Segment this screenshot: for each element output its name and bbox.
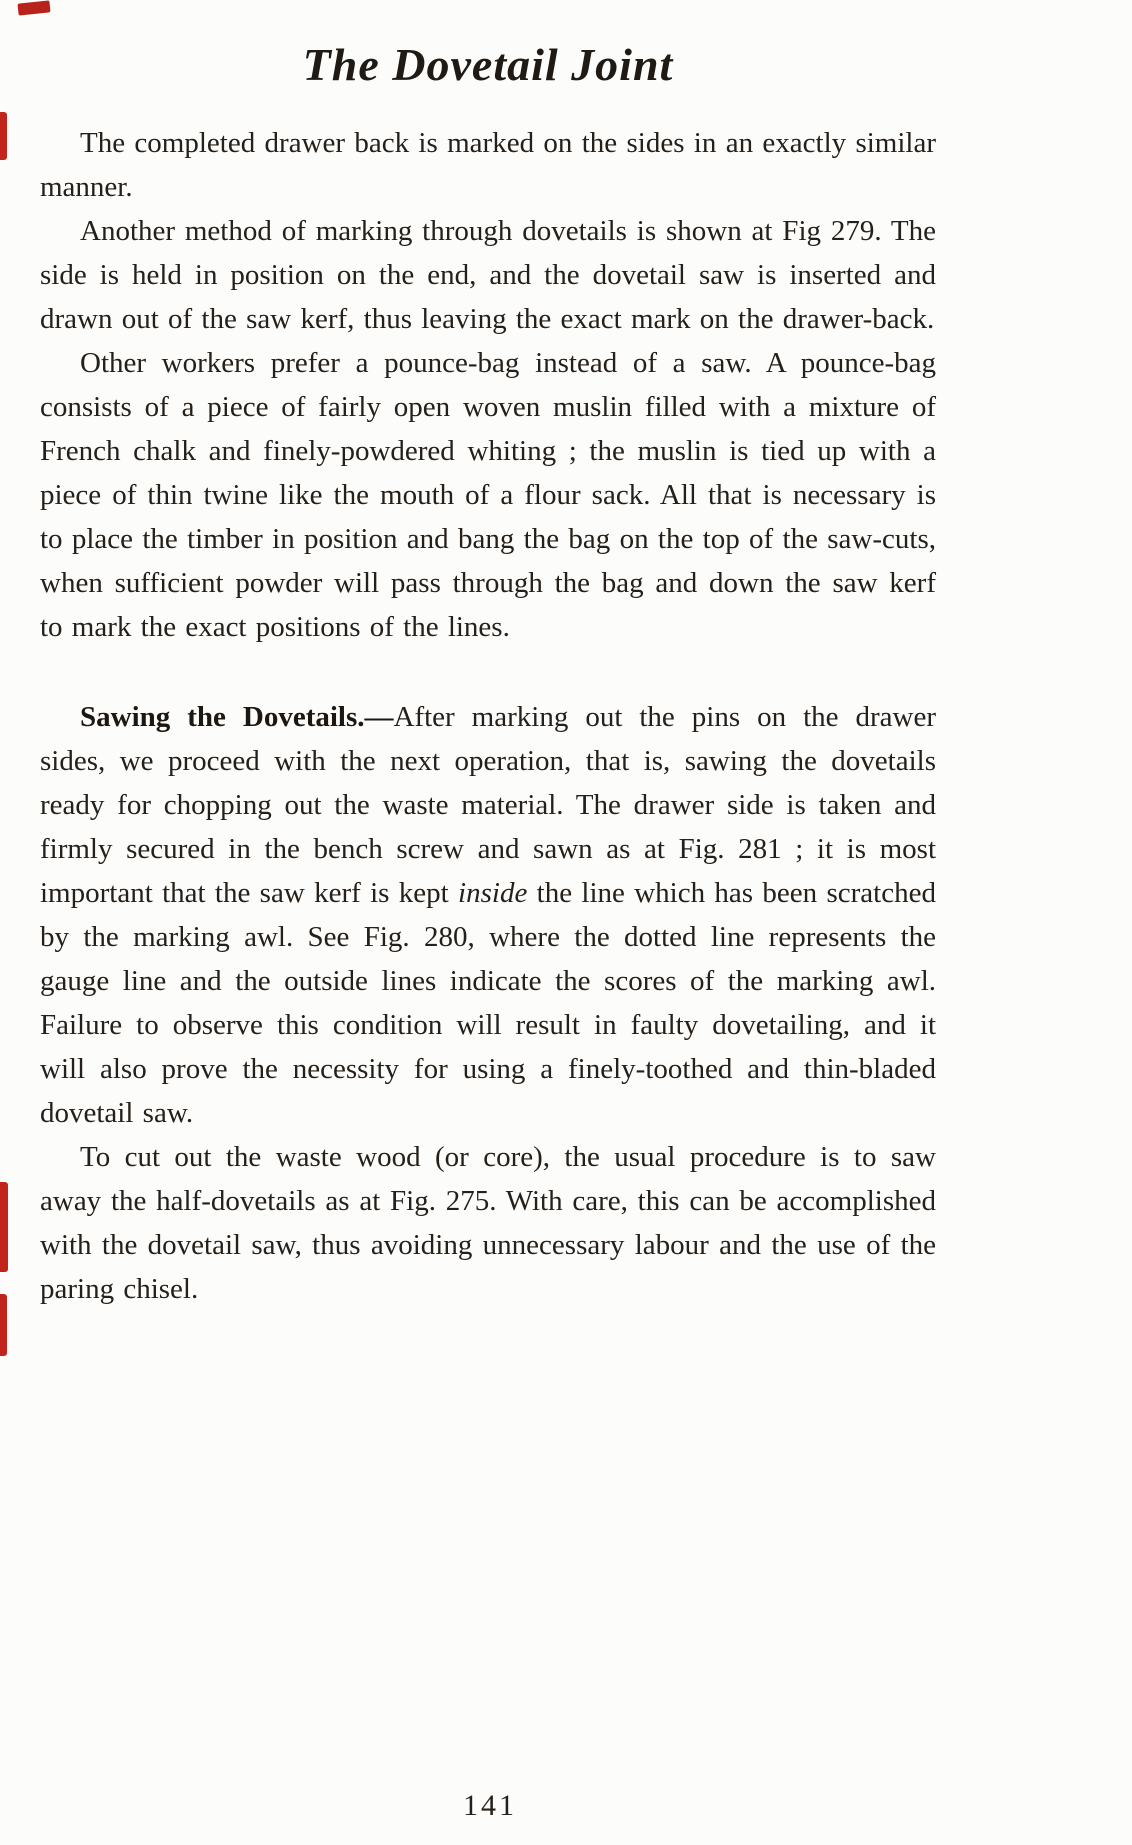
italic-word: inside	[458, 877, 528, 909]
section-heading: Sawing the Dovetails.—	[80, 701, 394, 733]
red-scan-mark	[17, 0, 50, 15]
red-scan-mark	[0, 1294, 7, 1356]
red-scan-mark	[0, 112, 7, 160]
paragraph-drawer-back: The completed drawer back is marked on the sides in an exactly similar manner.	[40, 127, 936, 203]
section-text-before-italic: After marking out the pins on the drawer sides, we proceed with the next operation, that is, sawing the dovetails ready for chopping out the waste material. The drawer side is taken and firmly secured in the bench screw and sawn as at Fig. 281 ; it is most important that the saw kerf is kept	[40, 701, 936, 909]
page-number: 141	[463, 1789, 517, 1822]
red-scan-mark	[0, 1182, 8, 1272]
page-title: The Dovetail Joint	[302, 39, 674, 90]
paragraph-marking-method: Another method of marking through dovetails is shown at Fig 279. The side is held in position on the end, and the dovetail saw is inserted and drawn out of the saw kerf, thus leaving the exact mark on the drawer-back.	[40, 215, 936, 335]
paragraph-waste-wood: To cut out the waste wood (or core), the usual procedure is to saw away the half-dovetails as at Fig. 275. With care, this can be accomplished with the dovetail saw, thus avoiding unnecessary labour and the use of the paring chisel.	[40, 1141, 936, 1305]
paragraph-sawing-dovetails	[40, 695, 936, 1135]
section-text-after-italic: the line which has been scratched by the marking awl. See Fig. 280, where the dotted line represents the gauge line and the outside lines indicate the scores of the marking awl. Failure to observe this condition will result in faulty dovetailing, and it will also prove the necessity for using a finely-toothed and thin-bladed dovetail saw.	[40, 877, 936, 1129]
paragraph-pounce-bag: Other workers prefer a pounce-bag instead of a saw. A pounce-bag consists of a piece of fairly open woven muslin filled with a mixture of French chalk and finely-powdered whiting ; the muslin is tied up with a piece of thin twine like the mouth of a flour sack. All that is necessary is to place the timber in position and bang the bag on the top of the saw-cuts, when sufficient powder will pass through the bag and down the saw kerf to mark the exact positions of the lines.	[40, 347, 936, 643]
